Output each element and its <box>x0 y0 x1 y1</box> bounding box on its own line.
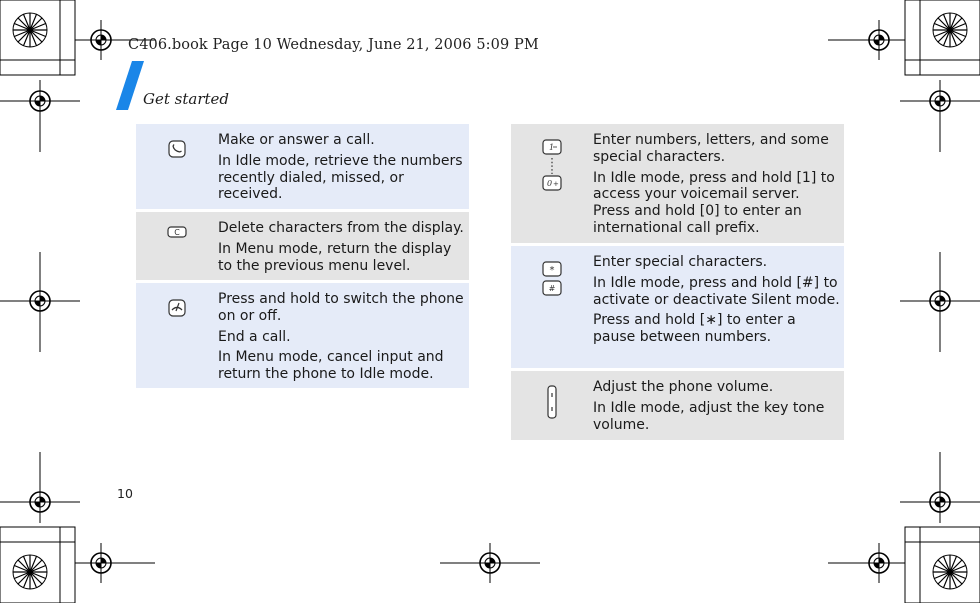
key-description <box>593 124 844 243</box>
key-description <box>593 246 844 368</box>
svg-text:1: 1 <box>549 143 555 152</box>
key-row-power-end <box>136 283 469 391</box>
key-description <box>218 283 469 388</box>
description-line: Make or answer a call. <box>218 132 375 148</box>
key-table-right <box>511 124 844 440</box>
description-line: Enter special characters. <box>593 254 768 270</box>
key-row-alphanumeric <box>511 124 844 246</box>
description-line: In Idle mode, press and hold [1] to access your voicemail server. Press and hold [0] to enter an international call prefix. <box>593 169 835 236</box>
special-function-keys-icon <box>540 260 564 298</box>
svg-text:C: C <box>174 228 180 237</box>
svg-text:0: 0 <box>547 179 553 188</box>
power-end-key-icon <box>168 299 186 317</box>
svg-text:+: + <box>553 180 559 188</box>
key-row-send <box>136 124 469 212</box>
book-info-header: C406.book Page 10 Wednesday, June 21, 2006 5:09 PM <box>128 37 539 53</box>
key-row-volume <box>511 371 844 440</box>
description-line: End a call. <box>218 328 291 345</box>
description-line: In Menu mode, return the display to the previous menu level. <box>218 240 452 274</box>
volume-keys-icon <box>546 385 558 419</box>
page-number: 10 <box>117 486 133 501</box>
key-description <box>218 124 469 209</box>
send-key-icon <box>168 140 186 158</box>
section-title: Get started <box>143 90 230 108</box>
svg-text:*: * <box>549 265 555 276</box>
clear-key-icon <box>167 226 187 238</box>
description-line: Press and hold [∗] to enter a pause between numbers. <box>593 312 796 346</box>
key-table-left <box>136 124 469 391</box>
description-line: Adjust the phone volume. <box>593 379 774 395</box>
description-line: In Idle mode, adjust the key tone volume. <box>593 399 825 433</box>
key-description <box>593 371 844 440</box>
description-line: In Idle mode, press and hold [#] to activate or deactivate Silent mode. <box>593 274 840 308</box>
alphanumeric-keys-icon <box>540 138 564 192</box>
description-line: Enter numbers, letters, and some special characters. <box>593 132 829 165</box>
description-line: In Menu mode, cancel input and return the phone to Idle mode. <box>218 349 444 383</box>
description-line: Press and hold to switch the phone on or off. <box>218 291 464 324</box>
key-row-clear <box>136 212 469 283</box>
key-row-special <box>511 246 844 371</box>
svg-text:#: # <box>548 284 556 293</box>
description-line: Delete characters from the display. <box>218 220 464 236</box>
key-description <box>218 212 469 280</box>
description-line: In Idle mode, retrieve the numbers recently dialed, missed, or received. <box>218 152 463 203</box>
